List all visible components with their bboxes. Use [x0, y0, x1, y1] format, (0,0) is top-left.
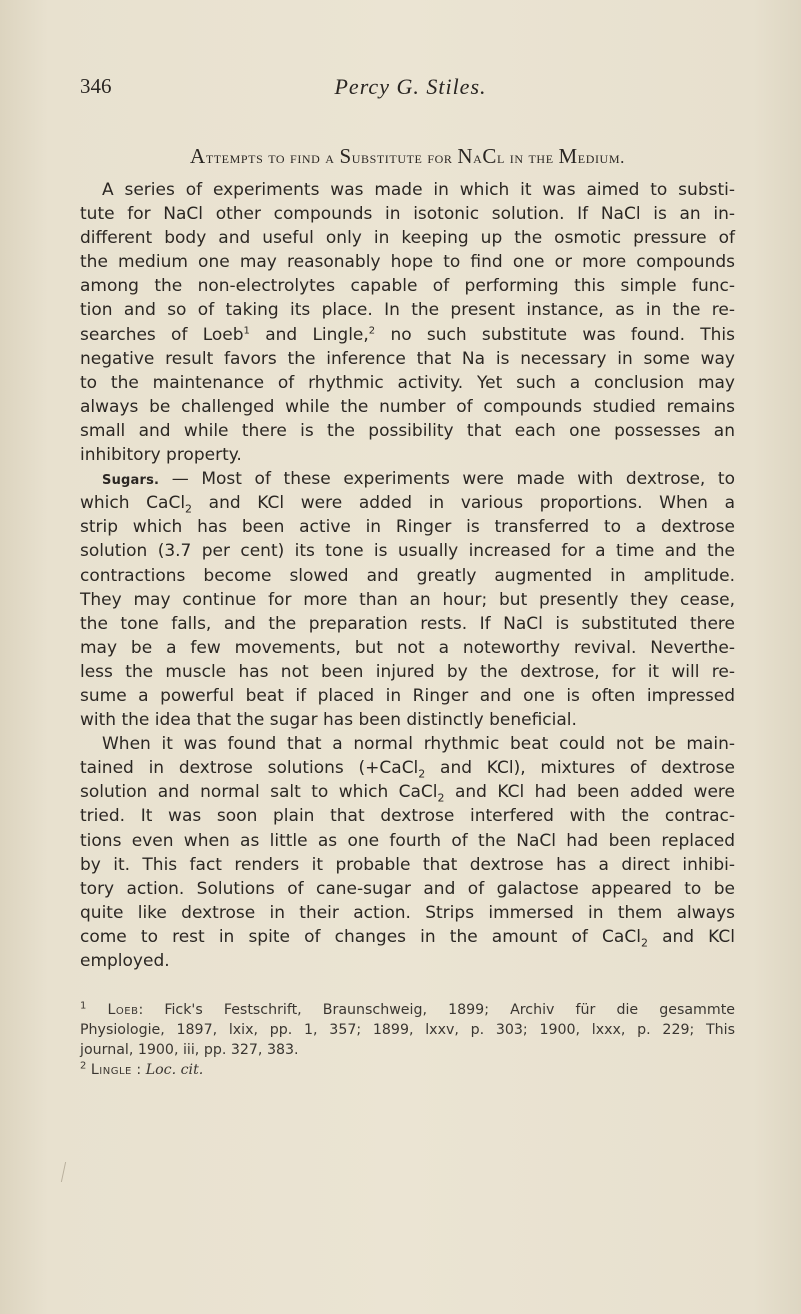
text-line: small and while there is the possibility that each one possesses an: [80, 420, 735, 441]
section-title: Attempts to find a Substitute for NaCl in the Medium.: [190, 144, 625, 168]
text-line: to the maintenance of rhythmic activity. Yet such a conclusion may: [80, 372, 735, 393]
text-line: quite like dextrose in their action. Strips immersed in them always: [80, 902, 735, 923]
page-number: 346: [80, 74, 112, 98]
paragraph-dextrose: [80, 732, 735, 973]
footnote-1-cont: Physiologie, 1897, lxix, pp. 1, 357; 1899, lxxv, p. 303; 1900, lxxx, p. 229; This: [80, 1022, 735, 1038]
footnotes: [80, 1000, 735, 1080]
text-line: tute for NaCl other compounds in isotonic solution. If NaCl is an in-: [80, 204, 735, 225]
text-line: the medium one may reasonably hope to find one or more compounds: [80, 252, 735, 273]
text-line: tained in dextrose solutions (+CaCl$_2$ and KCl), mixtures of dextrose: [80, 758, 736, 781]
text-line: contractions become slowed and greatly augmented in amplitude.: [80, 565, 735, 586]
pencil-mark: [61, 1162, 74, 1182]
text-line: negative result favors the inference that Na is necessary in some way: [80, 348, 735, 369]
text-line: which CaCl$_2$ and KCl were added in various proportions. When a: [80, 493, 735, 516]
page-header: [0, 74, 801, 110]
text-line: They may continue for more than an hour; but presently they cease,: [80, 589, 735, 610]
text-line: When it was found that a normal rhythmic beat could not be main-: [102, 734, 735, 755]
text-line: employed.: [80, 951, 170, 971]
text-line: strip which has been active in Ringer is transferred to a dextrose: [80, 517, 735, 538]
footnote-ref-1[interactable]: 1: [243, 324, 250, 336]
paragraph-substitute: [80, 178, 735, 467]
text-line: Sugars. — Most of these experiments were made with dextrose, to: [102, 469, 735, 490]
text-line: tory action. Solutions of cane-sugar and of galactose appeared to be: [80, 878, 735, 899]
text-line: tion and so of taking its place. In the present instance, as in the re-: [80, 300, 735, 321]
text-line: solution and normal salt to which CaCl$_2$ and KCl had been added were: [80, 782, 735, 805]
text-line: tried. It was soon plain that dextrose interfered with the contrac-: [80, 806, 735, 827]
text-line: solution (3.7 per cent) its tone is usually increased for a time and the: [80, 541, 735, 562]
footnote-ref-2[interactable]: 2: [368, 324, 376, 336]
text-line: come to rest in spite of changes in the amount of CaCl$_2$ and KCl: [80, 926, 735, 950]
run-in-heading: Sugars.: [102, 473, 160, 489]
text-line: by it. This fact renders it probable that dextrose has a direct inhibi-: [80, 854, 735, 875]
text-line: among the non-electrolytes capable of performing this simple func-: [80, 276, 735, 297]
running-head: Percy G. Stiles.: [334, 74, 487, 99]
footnote-1: $^1$ Loeb: Fick's Festschrift, Braunschweig, 1899; Archiv für die gesammte: [80, 1000, 735, 1018]
text-line: less the muscle has not been injured by the dextrose, for it will re-: [80, 661, 735, 682]
text-line: inhibitory property.: [80, 445, 242, 466]
text-line: tions even when as little as one fourth of the NaCl had been replaced: [80, 830, 735, 851]
text-line: different body and useful only in keeping up the osmotic pressure of: [80, 228, 735, 249]
text-line: with the idea that the sugar has been distinctly beneficial.: [80, 710, 577, 731]
text-line: sume a powerful beat if placed in Ringer and one is often impressed: [80, 685, 735, 706]
paragraph-sugars: [80, 467, 735, 732]
text-line: searches of Loeb$^1$ and Lingle,$^2$ no such substitute was found. This: [80, 324, 735, 345]
text-line: the tone falls, and the preparation rests. If NaCl is substituted there: [80, 613, 735, 634]
footnote-2: $^2$ Lingle : Loc. cit.: [80, 1060, 204, 1078]
footnote-1-cont: journal, 1900, iii, pp. 327, 383.: [80, 1042, 299, 1058]
body-text: [80, 178, 735, 973]
text-line: always be challenged while the number of compounds studied remains: [80, 396, 735, 417]
text-line: A series of experiments was made in which it was aimed to substi-: [102, 180, 735, 200]
text-line: may be a few movements, but not a noteworthy revival. Neverthe-: [80, 637, 735, 658]
